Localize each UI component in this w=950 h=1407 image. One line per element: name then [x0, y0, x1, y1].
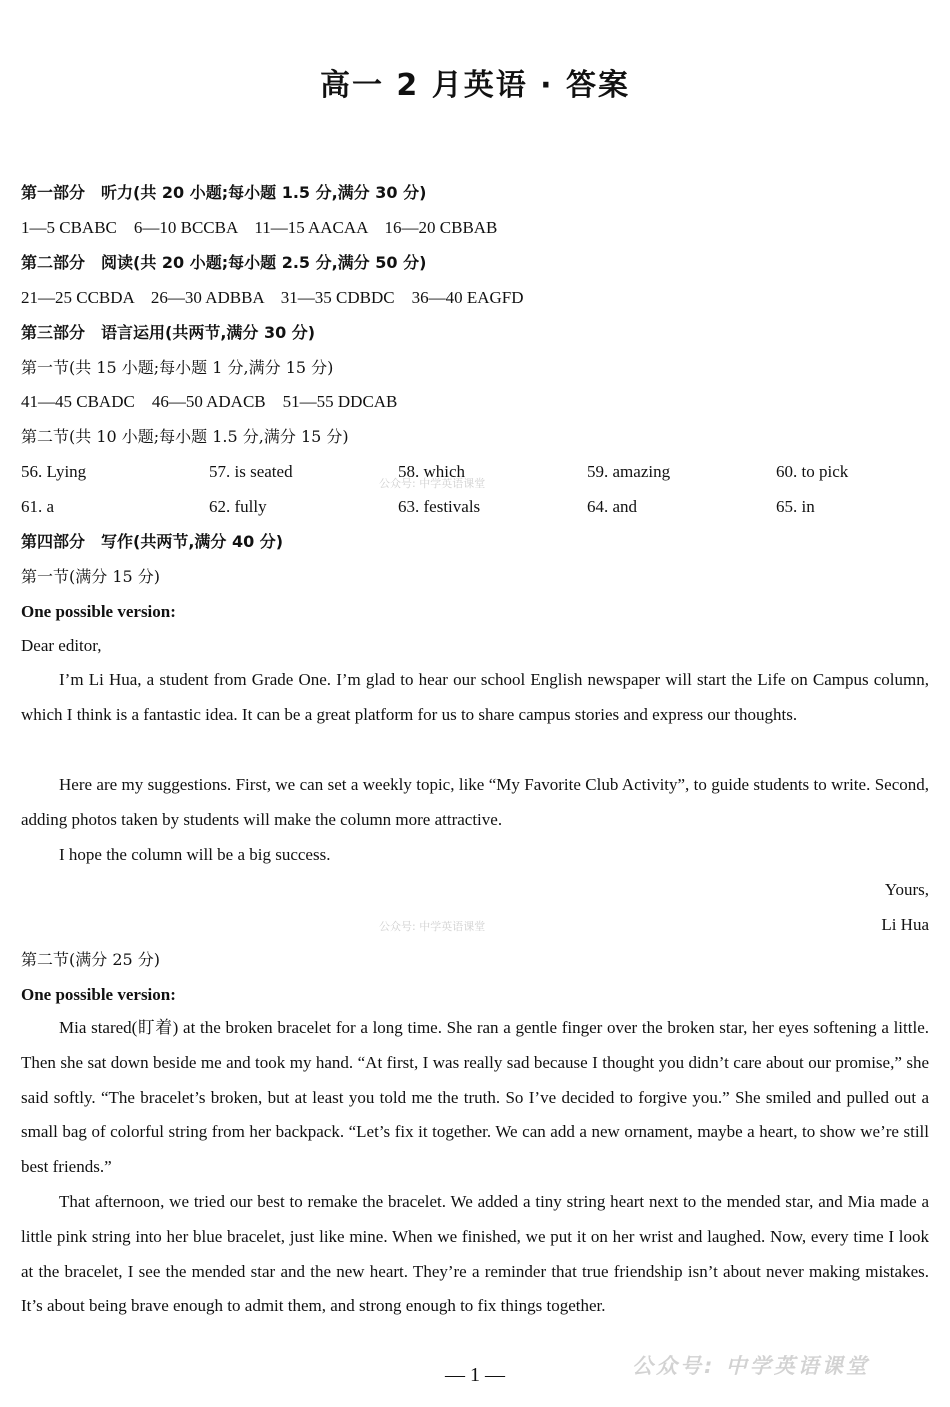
part4-section2-heading: 第二节(满分 25 分): [21, 950, 161, 969]
story-paragraph-2: That afternoon, we tried our best to remake the bracelet. We added a tiny string heart next to the mended star, and Mia made a little pink string into her blue bracelet, just like mine. When we finished, we put it on her wrist and laughed. Now, every time I look at the bracelet, I see the mended star and the new heart. They’re a reminder that true friendship isn’t about never making mistakes. It’s about being brave enough to admit them, and strong enough to fix things together.: [21, 1192, 929, 1316]
part4-heading: 第四部分 写作(共两节,满分 40 分): [21, 532, 284, 551]
version-label-1: One possible version:: [21, 602, 176, 621]
letter-paragraph-1: I’m Li Hua, a student from Grade One. I’m glad to hear our school English newspaper will start the Life on Campus column, which I think is a fantastic idea. It can be a great platform for us to share campus stories and express our thoughts.: [21, 670, 929, 724]
answer-63: 63. festivals: [398, 497, 481, 516]
part3-section1-heading: 第一节(共 15 小题;每小题 1 分,满分 15 分): [21, 358, 334, 377]
part1-answers: 1—5 CBABC 6—10 BCCBA 11—15 AACAA 16—20 CBBAB: [21, 218, 498, 237]
answer-61: 61. a: [21, 497, 55, 516]
version-label-2: One possible version:: [21, 985, 176, 1004]
part3-section2-heading: 第二节(共 10 小题;每小题 1.5 分,满分 15 分): [21, 427, 349, 446]
part2-heading: 第二部分 阅读(共 20 小题;每小题 2.5 分,满分 50 分): [21, 253, 427, 272]
part1-heading: 第一部分 听力(共 20 小题;每小题 1.5 分,满分 30 分): [21, 183, 427, 202]
answer-60: 60. to pick: [776, 462, 849, 481]
part3-section1-answers: 41—45 CBADC 46—50 ADACB 51—55 DDCAB: [21, 392, 398, 411]
watermark-large: 公众号: 中学英语课堂: [632, 1354, 870, 1378]
letter-salutation: Dear editor,: [21, 636, 102, 655]
part4-section1-heading: 第一节(满分 15 分): [21, 567, 161, 586]
answer-58: 58. which: [398, 462, 466, 481]
letter-signature: Li Hua: [881, 915, 929, 934]
letter-paragraph-3: I hope the column will be a big success.: [59, 845, 331, 864]
watermark-1: 公众号: 中学英语课堂: [379, 477, 486, 490]
page-number: — 1 —: [445, 1364, 505, 1386]
answer-57: 57. is seated: [209, 462, 293, 481]
page-title: 高一 2 月英语 · 答案: [319, 68, 631, 103]
part3-heading: 第三部分 语言运用(共两节,满分 30 分): [21, 323, 316, 342]
part2-answers: 21—25 CCBDA 26—30 ADBBA 31—35 CDBDC 36—40 EAGFD: [21, 288, 524, 307]
letter-closing: Yours,: [884, 880, 929, 899]
story-paragraph-1: Mia stared(盯着) at the broken bracelet for a long time. She ran a gentle finger over the broken star, her eyes softening a little. Then she sat down beside me and took my hand. “At first, I was really sad because I thought you didn’t care about our promise,” she said softly. “The bracelet’s broken, but at least you told me the truth. So I’ve decided to forgive you.” She smiled and pulled out a small bag of colorful string from her backpack. “Let’s fix it together. We can add a new ornament, maybe a heart, to show we’re still best friends.”: [21, 1018, 929, 1177]
answer-59: 59. amazing: [587, 462, 671, 481]
answer-56: 56. Lying: [21, 462, 87, 481]
answer-62: 62. fully: [209, 497, 267, 516]
watermark-2: 公众号: 中学英语课堂: [379, 920, 486, 933]
answer-64: 64. and: [587, 497, 638, 516]
letter-paragraph-2: Here are my suggestions. First, we can set a weekly topic, like “My Favorite Club Activity”, to guide students to write. Second, adding photos taken by students will make the column more attractive.: [21, 775, 929, 829]
answer-65: 65. in: [776, 497, 815, 516]
